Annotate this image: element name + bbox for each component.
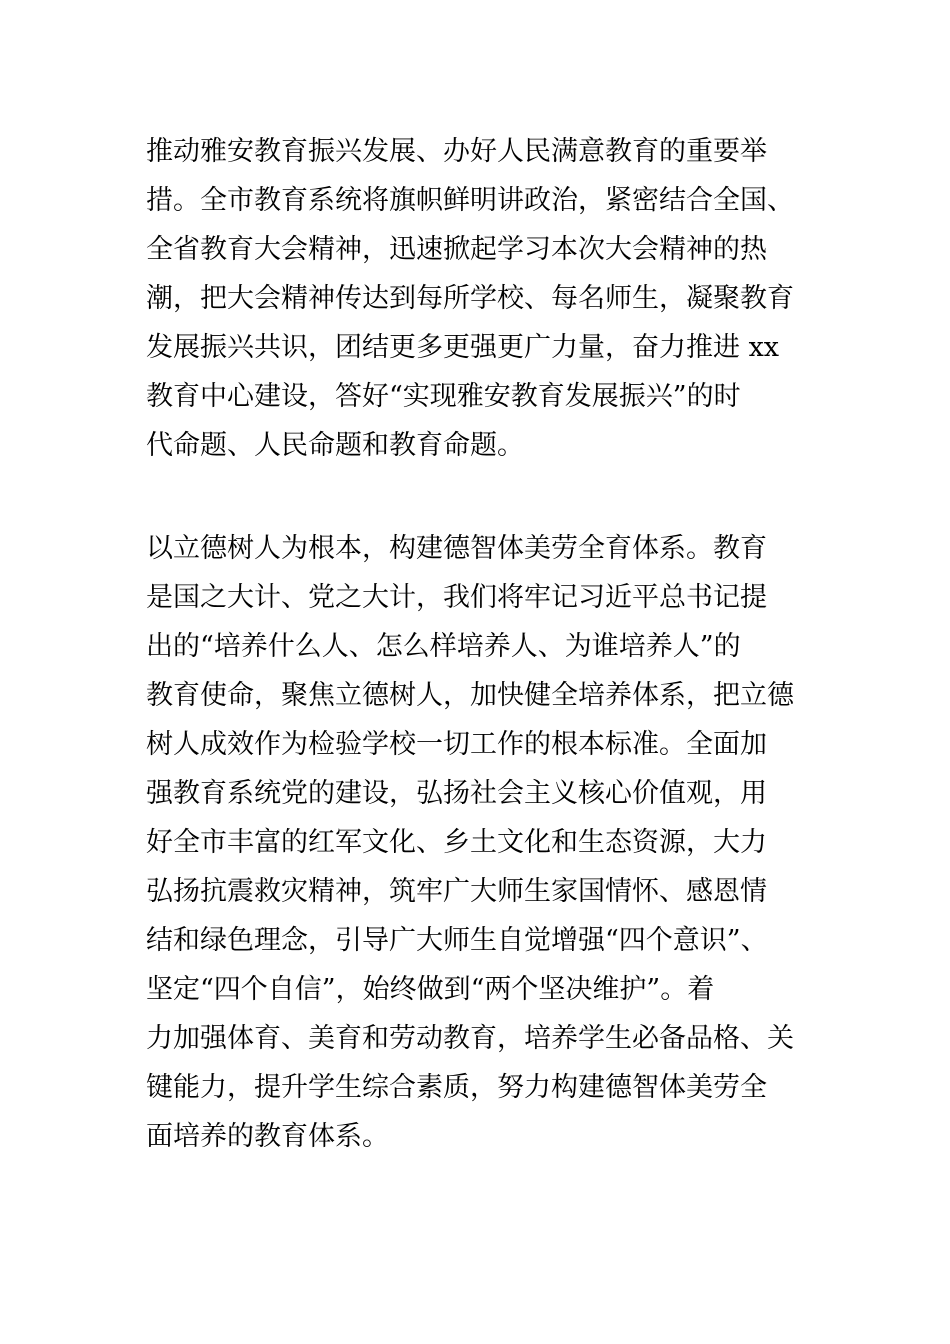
text-line: 键能力，提升学生综合素质，努力构建德智体美劳全 xyxy=(146,1072,767,1103)
text-line: 推动雅安教育振兴发展、办好人民满意教育的重要举 xyxy=(146,136,767,167)
text-line: 面培养的教育体系。 xyxy=(146,1121,389,1152)
text-line: 代命题、人民命题和教育命题。 xyxy=(146,430,524,461)
text-line: 教育中心建设，答好“实现雅安教育发展振兴”的时 xyxy=(146,381,741,412)
text-line: 强教育系统党的建设，弘扬社会主义核心价值观，用 xyxy=(146,778,767,809)
text-line: 潮，把大会精神传达到每所学校、每名师生，凝聚教育 xyxy=(146,283,794,314)
text-line: 力加强体育、美育和劳动教育，培养学生必备品格、关 xyxy=(146,1023,794,1054)
text-line: 以立德树人为根本，构建德智体美劳全育体系。教育 xyxy=(146,533,767,564)
text-line: 坚定“四个自信”，始终做到“两个坚决维护”。着 xyxy=(146,974,715,1005)
paragraph-1 xyxy=(146,127,810,470)
text-line: 好全市丰富的红军文化、乡土文化和生态资源，大力 xyxy=(146,827,767,858)
text-line: 是国之大计、党之大计，我们将牢记习近平总书记提 xyxy=(146,582,767,613)
text-line: 结和绿色理念，引导广大师生自觉增强“四个意识”、 xyxy=(146,925,768,956)
text-line: 树人成效作为检验学校一切工作的根本标准。全面加 xyxy=(146,729,767,760)
text-line: 全省教育大会精神，迅速掀起学习本次大会精神的热 xyxy=(146,234,767,265)
text-line: 出的“培养什么人、怎么样培养人、为谁培养人”的 xyxy=(146,631,741,662)
text-line: 措。全市教育系统将旗帜鲜明讲政治，紧密结合全国、 xyxy=(146,185,794,216)
text-line: 弘扬抗震救灾精神，筑牢广大师生家国情怀、感恩情 xyxy=(146,876,767,907)
text-line: 教育使命，聚焦立德树人，加快健全培养体系，把立德 xyxy=(146,680,794,711)
text-line: 发展振兴共识，团结更多更强更广力量，奋力推进 xx xyxy=(146,332,780,363)
paragraph-2 xyxy=(146,524,810,1161)
